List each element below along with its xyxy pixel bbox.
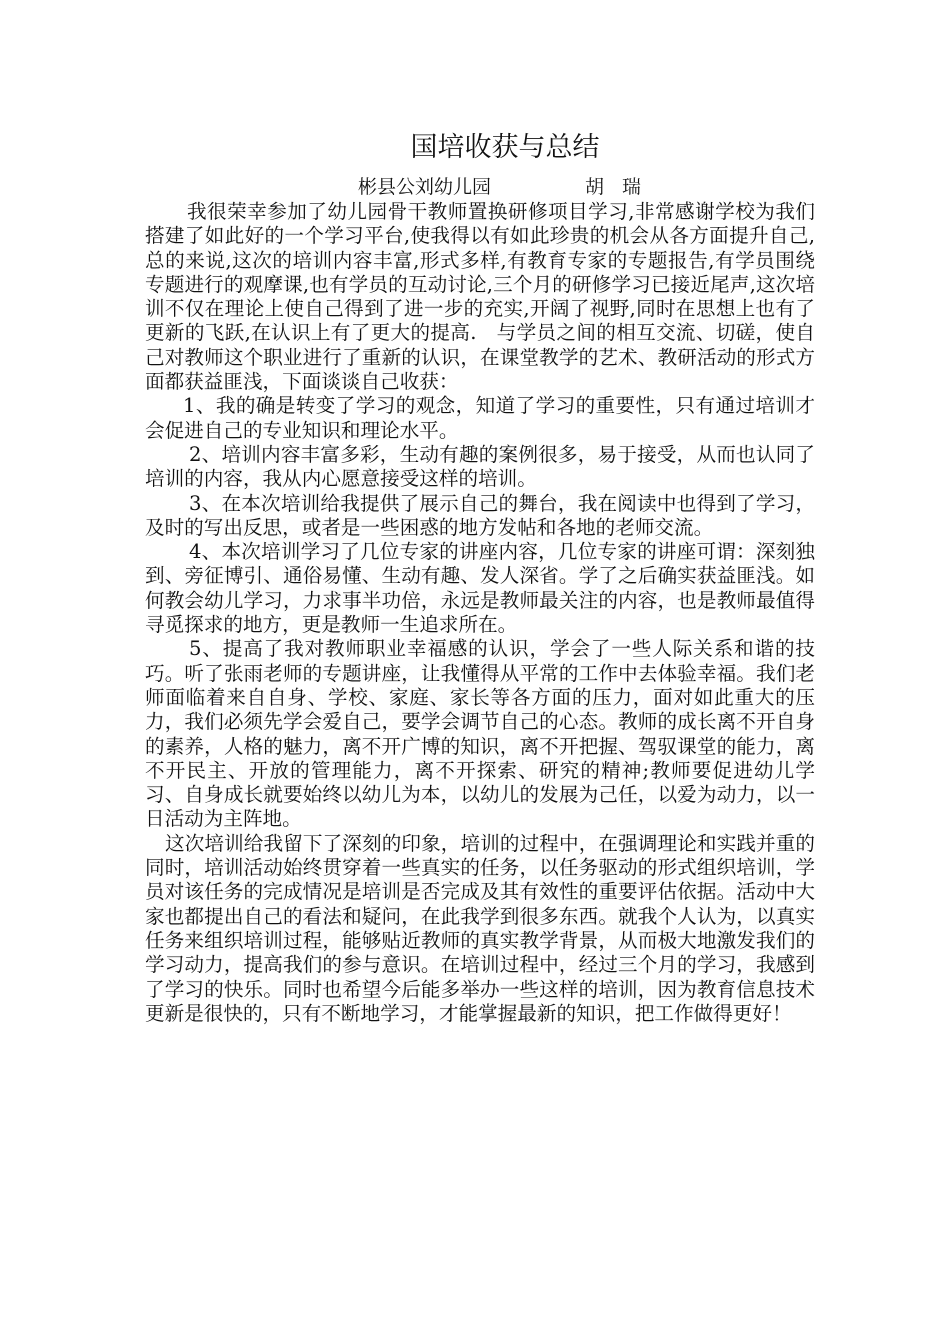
gain-item-3: 3、在本次培训给我提供了展示自己的舞台，我在阅读中也得到了学习，及时的写出反思，或者是一些困惑的地方发帖和各地的老师交流。	[145, 491, 815, 539]
gain-item-2: 2、培训内容丰富多彩，生动有趣的案例很多，易于接受，从而也认同了培训的内容，我从内心愿意接受这样的培训。	[145, 442, 815, 491]
school-name: 彬县公刘幼儿园	[358, 176, 492, 198]
gain-item-5: 5、提高了我对教师职业幸福感的认识，学会了一些人际关系和谐的技巧。听了张雨老师的专题讲座，让我懂得从平常的工作中去体验幸福。我们老师面临着来自自身、学校、家庭、家长等各方面的压力，面对如此重大的压力，我们必须先学会爱自己，要学会调节自己的心态。教师的成长离不开自身的素养，人格的魅力，离不开广博的知识，离不开把握、驾驭课堂的能力，离不开民主、开放的管理能力，离不开探索、研究的精神;教师要促进幼儿学习、自身成长就要始终以幼儿为本，以幼儿的发展为己任，以爱为动力，以一日活动为主阵地。	[145, 637, 815, 831]
document-title: 国培收获与总结	[410, 132, 600, 163]
closing-paragraph: 这次培训给我留下了深刻的印象，培训的过程中，在强调理论和实践并重的同时，培训活动始终贯穿着一些真实的任务，以任务驱动的形式组织培训，学员对该任务的完成情况是培训是否完成及其有效性的重要评估依据。活动中大家也都提出自己的看法和疑问，在此我学到很多东西。就我个人认为，以真实任务来组织培训过程，能够贴近教师的真实教学背景，从而极大地激发我们的学习动力，提高我们的参与意识。在培训过程中，经过三个月的学习，我感到了学习的快乐。同时也希望今后能多举办一些这样的培训，因为教育信息技术更新是很快的，只有不断地学习，才能掌握最新的知识，把工作做得更好！	[145, 831, 815, 1025]
author-name: 胡 瑞	[585, 176, 648, 198]
byline	[145, 174, 815, 200]
gain-item-4: 4、本次培训学习了几位专家的讲座内容，几位专家的讲座可谓：深刻独到、旁征博引、通俗易懂、生动有趣、发人深省。学了之后确实获益匪浅。如何教会幼儿学习，力求事半功倍，永远是教师最关注的内容，也是教师最值得寻觅探求的地方，更是教师一生追求所在。	[145, 540, 815, 637]
gain-item-1: 1、我的确是转变了学习的观念，知道了学习的重要性，只有通过培训才会促进自己的专业知识和理论水平。	[145, 394, 815, 442]
document-page	[145, 128, 815, 1026]
intro-paragraph: 我很荣幸参加了幼儿园骨干教师置换研修项目学习,非常感谢学校为我们搭建了如此好的一个学习平台,使我得以有如此珍贵的机会从各方面提升自己,总的来说,这次的培训内容丰富,形式多样,有教育专家的专题报告,有学员围绕专题进行的观摩课,也有学员的互动讨论,三个月的研修学习已接近尾声,这次培训不仅在理论上使自己得到了进一步的充实,开阔了视野,同时在思想上也有了更新的飞跃,在认识上有了更大的提高. 与学员之间的相互交流、切磋，使自己对教师这个职业进行了重新的认识，在课堂教学的艺术、教研活动的形式方面都获益匪浅，下面谈谈自己收获：	[145, 200, 815, 394]
